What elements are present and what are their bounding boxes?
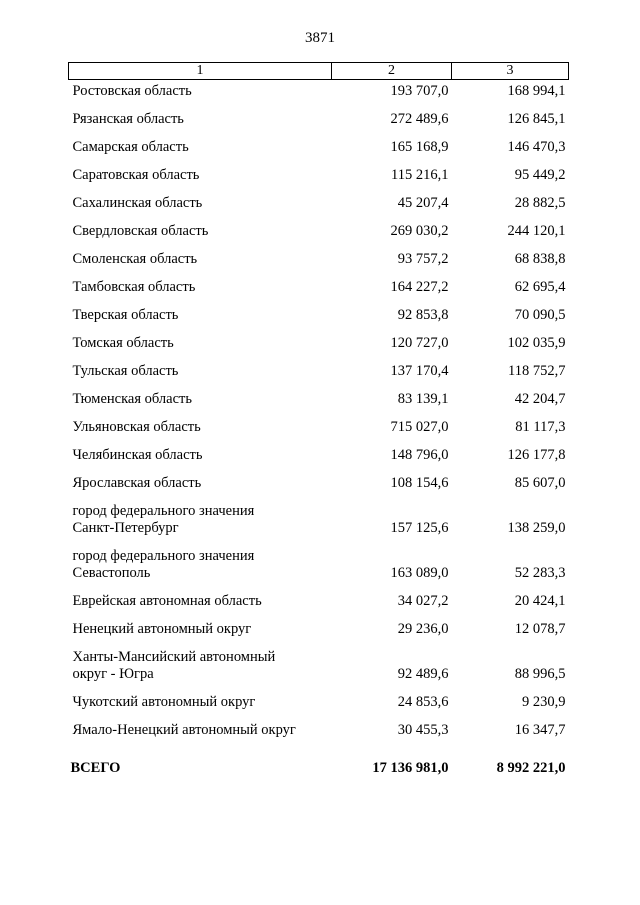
value-col2: 93 757,2 <box>397 251 449 267</box>
column-header-3: 3 <box>452 63 569 80</box>
region-name <box>69 492 332 537</box>
region-name-line-2: Севастополь <box>72 565 151 581</box>
value-col3: 12 078,7 <box>514 621 566 637</box>
value-col3: 88 996,5 <box>514 666 566 682</box>
table-row <box>69 184 569 212</box>
value-col2: 163 089,0 <box>390 565 449 581</box>
value-col3: 126 845,1 <box>507 111 566 127</box>
region-name <box>69 638 332 683</box>
value-col2: 137 170,4 <box>390 363 449 379</box>
value-col3: 126 177,8 <box>507 447 566 463</box>
value-col3: 102 035,9 <box>507 335 566 351</box>
region-name: Чукотский автономный округ <box>72 694 256 710</box>
value-col2: 148 796,0 <box>390 447 449 463</box>
value-col2: 115 216,1 <box>391 167 449 183</box>
value-col2: 92 853,8 <box>397 307 449 323</box>
value-col2: 165 168,9 <box>390 139 449 155</box>
table-row <box>69 324 569 352</box>
table-header-row <box>69 63 569 80</box>
table-row <box>69 156 569 184</box>
region-name: Тамбовская область <box>72 279 196 295</box>
total-label: ВСЕГО <box>70 760 121 776</box>
region-name <box>69 537 332 582</box>
region-name-line-1: город федерального значения <box>72 548 255 564</box>
value-col3: 9 230,9 <box>522 694 566 710</box>
table-row <box>69 683 569 711</box>
value-col2: 34 027,2 <box>397 593 449 609</box>
value-col3: 138 259,0 <box>507 520 566 536</box>
value-col3: 146 470,3 <box>507 139 566 155</box>
table-row <box>69 380 569 408</box>
region-name: Ростовская область <box>72 83 192 99</box>
region-name-line-2: Санкт-Петербург <box>72 520 179 536</box>
value-col2: 193 707,0 <box>390 83 449 99</box>
value-col3: 70 090,5 <box>514 307 566 323</box>
value-col3: 95 449,2 <box>514 167 566 183</box>
region-name: Саратовская область <box>72 167 200 183</box>
region-name: Еврейская автономная область <box>72 593 262 609</box>
value-col2: 83 139,1 <box>397 391 449 407</box>
region-name-line-1: город федерального значения <box>72 503 255 519</box>
table-row <box>69 610 569 638</box>
table-row <box>69 638 569 683</box>
region-name: Тульская область <box>72 363 179 379</box>
value-col2: 24 853,6 <box>397 694 449 710</box>
value-col3: 68 838,8 <box>514 251 566 267</box>
region-name: Свердловская область <box>72 223 209 239</box>
value-col3: 52 283,3 <box>514 565 566 581</box>
table-row <box>69 408 569 436</box>
column-header-2: 2 <box>332 63 452 80</box>
value-col3: 16 347,7 <box>514 722 566 738</box>
value-col3: 85 607,0 <box>514 475 566 491</box>
table-row <box>69 582 569 610</box>
region-name: Смоленская область <box>72 251 198 267</box>
region-name: Челябинская область <box>72 447 203 463</box>
table-row <box>69 296 569 324</box>
region-name: Ярославская область <box>72 475 202 491</box>
region-name: Рязанская область <box>72 111 184 127</box>
total-col2: 17 136 981,0 <box>372 760 449 776</box>
region-name: Тверская область <box>72 307 179 323</box>
value-col3: 20 424,1 <box>514 593 566 609</box>
region-name-line-1: Ханты-Мансийский автономный <box>72 649 276 665</box>
value-col3: 244 120,1 <box>507 223 566 239</box>
table-row <box>69 352 569 380</box>
table-row <box>69 100 569 128</box>
value-col2: 272 489,6 <box>390 111 449 127</box>
region-name: Сахалинская область <box>72 195 203 211</box>
table-total-row <box>69 739 569 777</box>
region-name: Ненецкий автономный округ <box>72 621 252 637</box>
value-col3: 168 994,1 <box>507 83 566 99</box>
value-col2: 157 125,6 <box>390 520 449 536</box>
value-col3: 42 204,7 <box>514 391 566 407</box>
region-name: Ямало-Ненецкий автономный округ <box>72 722 296 738</box>
table-row <box>69 212 569 240</box>
value-col2: 29 236,0 <box>397 621 449 637</box>
value-col2: 108 154,6 <box>390 475 449 491</box>
table-row <box>69 537 569 582</box>
value-col2: 269 030,2 <box>390 223 449 239</box>
value-col2: 164 227,2 <box>390 279 449 295</box>
budget-table <box>68 62 569 777</box>
column-header-1: 1 <box>69 63 332 80</box>
value-col2: 45 207,4 <box>397 195 449 211</box>
value-col3: 62 695,4 <box>514 279 566 295</box>
value-col2: 715 027,0 <box>390 419 449 435</box>
page-number: 3871 <box>305 30 335 46</box>
value-col2: 120 727,0 <box>390 335 449 351</box>
budget-table-container <box>68 62 568 777</box>
table-row <box>69 711 569 739</box>
table-row <box>69 128 569 156</box>
value-col2: 92 489,6 <box>397 666 449 682</box>
region-name: Томская область <box>72 335 174 351</box>
table-row <box>69 492 569 537</box>
table-row <box>69 268 569 296</box>
value-col2: 30 455,3 <box>397 722 449 738</box>
table-row <box>69 436 569 464</box>
region-name: Самарская область <box>72 139 189 155</box>
table-row <box>69 240 569 268</box>
value-col3: 118 752,7 <box>508 363 566 379</box>
table-row <box>69 80 569 101</box>
value-col3: 81 117,3 <box>515 419 566 435</box>
region-name: Ульяновская область <box>72 419 201 435</box>
region-name: Тюменская область <box>72 391 192 407</box>
total-col3: 8 992 221,0 <box>496 760 566 776</box>
value-col3: 28 882,5 <box>514 195 566 211</box>
table-row <box>69 464 569 492</box>
region-name-line-2: округ - Югра <box>72 666 154 682</box>
